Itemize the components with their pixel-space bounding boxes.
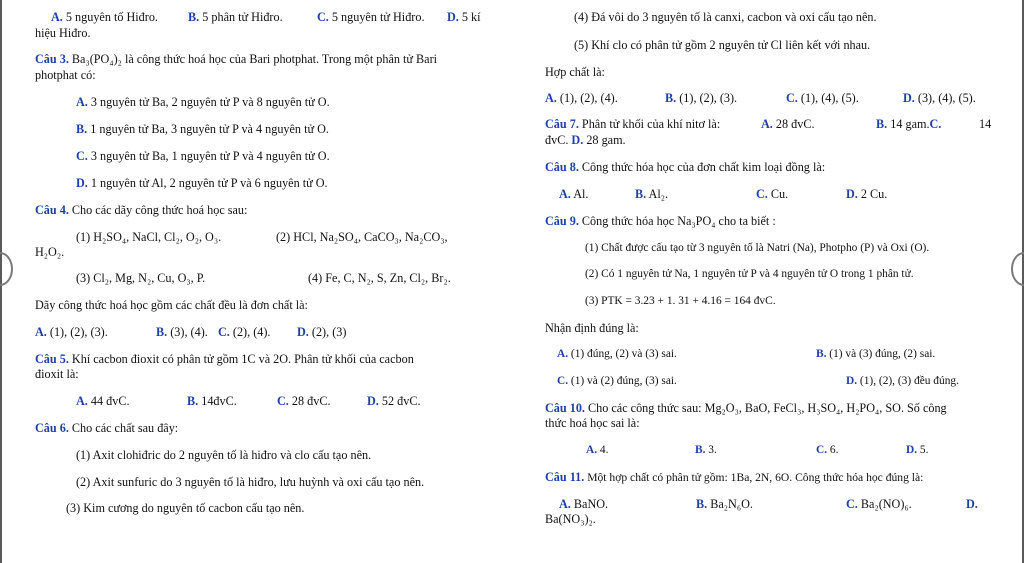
option-text: (1) đúng, (2) và (3) sai. (568, 348, 677, 360)
question-text: Công thức hóa học của đơn chất kim loại đồng là: (578, 160, 826, 174)
q4-item-1: (1) H₂SO₄, NaCl, Cl₂, O₂, O₃. (76, 230, 222, 244)
option-text: (2), (3) (308, 325, 347, 339)
q3-option-c (76, 149, 330, 164)
option-key: B. (876, 117, 888, 131)
option-key: B. (635, 187, 647, 201)
q9-ask: Nhận định đúng là: (545, 321, 639, 335)
question-label: Câu 9. (545, 214, 579, 228)
question-label: Câu 7. (545, 117, 579, 131)
option-key: A. (76, 95, 88, 109)
q4-item-4: (4) Fe, C, N₂, S, Zn, Cl₂, Br₂. (308, 271, 451, 285)
option-text: 5. (917, 444, 929, 456)
q9-option-c (557, 374, 677, 389)
option-key: D. (903, 91, 915, 105)
option-key: D. (966, 497, 978, 511)
option-text: 5 kí (458, 10, 481, 24)
option-text: 6. (827, 444, 839, 456)
option-text: 1 nguyên tử Ba, 3 nguyên tử P và 4 nguyên tử O. (87, 122, 329, 136)
option-key: C. (76, 149, 88, 163)
q6-ask: Hợp chất là: (545, 65, 605, 79)
q4-item-2: (2) HCl, Na₂SO₄, CaCO₃, Na₂CO₃, (276, 230, 448, 244)
option-text: BaNO. (570, 497, 609, 511)
option-key: C. (816, 444, 828, 456)
option-text: (2), (4). (229, 325, 271, 339)
question-text: Công thức hóa học Na₃PO₄ cho ta biết : (578, 214, 776, 228)
question-9 (545, 214, 776, 229)
option-key: D. (367, 394, 379, 408)
question-10 (545, 401, 947, 416)
option-text: Cu. (767, 187, 789, 201)
option-key: A. (559, 187, 571, 201)
question-label: Câu 6. (35, 421, 69, 435)
option-text: 5 nguyên tử Hiđro. (328, 10, 425, 24)
option-text: (3), (4). (167, 325, 208, 339)
q7-option-c-value: 14 (979, 117, 992, 131)
question-4 (35, 203, 247, 218)
option-text: đvC. (545, 133, 572, 147)
option-key: D. (76, 176, 88, 190)
option-key: D. (297, 325, 309, 339)
q11-continuation: Ba(NO₃)₂. (545, 512, 596, 526)
option-key: C. (786, 91, 798, 105)
question-label: Câu 4. (35, 203, 69, 217)
q4-ask: Dãy công thức hoá học gồm các chất đều là đơn chất là: (35, 298, 308, 312)
q2-continuation: hiệu Hiđro. (35, 26, 91, 40)
question-6 (35, 421, 178, 436)
q4-item-3: (3) Cl₂, Mg, N₂, Cu, O₃, P. (76, 271, 206, 285)
question-label: Câu 10. (545, 401, 585, 415)
option-text: 14 gam. (887, 117, 930, 131)
option-text: 3. (705, 444, 717, 456)
option-key: A. (76, 394, 88, 408)
option-key: C. (846, 497, 858, 511)
q6-item-5: (5) Khí clo có phân tử gồm 2 nguyên tử Cl liên kết với nhau. (574, 38, 871, 52)
q9-option-a (557, 347, 677, 362)
option-text: (1) và (3) đúng, (2) sai. (826, 348, 936, 360)
question-3 (35, 52, 437, 67)
option-text: 2 Cu. (857, 187, 888, 201)
option-key: D. (846, 187, 858, 201)
binder-ring-left (0, 252, 13, 286)
option-text: Ba₂(NO)₆. (857, 497, 912, 511)
question-5 (35, 352, 414, 367)
question-3-continuation: photphat có: (35, 68, 96, 82)
option-key: A. (557, 348, 569, 360)
option-key: C. (557, 375, 569, 387)
q9-item-1: (1) Chất được cấu tạo từ 3 nguyên tố là Natri (Na), Photpho (P) và Oxi (O). (585, 242, 930, 254)
option-text: (1), (2), (3). (46, 325, 108, 339)
option-key: C. (218, 325, 230, 339)
binder-ring-right (1011, 252, 1024, 286)
option-key: C. (277, 394, 289, 408)
q6-item-2: (2) Axit sunfuric do 3 nguyên tố là hiđro, lưu huỳnh và oxi cấu tạo nên. (76, 475, 425, 489)
option-key: D. (846, 375, 858, 387)
q9-option-d (846, 374, 959, 389)
q4-item-2-continuation: H₂O₂. (35, 245, 65, 259)
option-text: 1 nguyên tử Al, 2 nguyên tử P và 6 nguyên tử O. (87, 176, 328, 190)
option-key: A. (545, 91, 557, 105)
option-key: A. (559, 497, 571, 511)
option-text: 52 đvC. (378, 394, 421, 408)
option-text: 5 nguyên tố Hiđro. (62, 10, 158, 24)
question-label: Câu 3. (35, 52, 69, 66)
option-text: Ba₂N₆O. (707, 497, 753, 511)
q9-item-3: (3) PTK = 3.23 + 1. 31 + 4.16 = 164 đvC. (585, 295, 776, 307)
option-text: (3), (4), (5). (914, 91, 976, 105)
option-text: (1) và (2) đúng, (3) sai. (568, 375, 677, 387)
question-8 (545, 160, 825, 175)
option-key: A. (51, 10, 63, 24)
option-key: B. (695, 444, 706, 456)
q9-item-2: (2) Có 1 nguyên tử Na, 1 nguyên tử P và 4 nguyên tử O trong 1 phân tử. (585, 268, 914, 280)
option-key-c: C. (929, 117, 942, 131)
option-key: B. (187, 394, 199, 408)
question-7 (545, 117, 720, 132)
option-text: 28 đvC. (772, 117, 815, 131)
question-5-continuation: đioxit là: (35, 367, 79, 381)
option-key: C. (317, 10, 329, 24)
option-key: B. (76, 122, 88, 136)
option-key: A. (35, 325, 47, 339)
q7-option-b (876, 117, 941, 132)
option-text: 5 phân tử Hiđro. (199, 10, 283, 24)
option-key: B. (188, 10, 200, 24)
option-key: D. (906, 444, 918, 456)
question-text: Một hợp chất có phân tử gồm: 1Ba, 2N, 6O. Công thức hóa học đúng là: (584, 471, 924, 484)
option-text: 3 nguyên tử Ba, 1 nguyên tử P và 4 nguyên tử O. (87, 149, 330, 163)
question-10-continuation: thức hoá học sai là: (545, 416, 640, 430)
option-text: 28 gam. (583, 133, 626, 147)
option-key: B. (816, 348, 827, 360)
question-text: Ba₃(PO₄)₂ là công thức hoá học của Bari photphat. Trong một phân tử Bari (68, 52, 438, 66)
q6-item-4: (4) Đá vôi do 3 nguyên tố là canxi, cacbon và oxi cấu tạo nên. (574, 10, 877, 24)
option-key: A. (761, 117, 773, 131)
q9-option-b (816, 347, 935, 362)
option-text: Al. (570, 187, 589, 201)
option-text: (1), (2), (4). (556, 91, 618, 105)
option-text: (1), (2), (3) đều đúng. (857, 375, 959, 387)
option-text: 4. (597, 444, 609, 456)
option-key: D. (571, 133, 584, 147)
question-label: Câu 11. (545, 470, 585, 484)
option-key: B. (156, 325, 168, 339)
q7-continuation (545, 133, 626, 148)
question-label: Câu 8. (545, 160, 579, 174)
q3-option-a (76, 95, 330, 110)
q3-option-d (76, 176, 328, 191)
question-text: Cho các chất sau đây: (68, 421, 179, 435)
option-key: C. (756, 187, 768, 201)
option-text: Al₂. (646, 187, 669, 201)
option-key: B. (665, 91, 677, 105)
question-text: Khí cacbon đioxit có phân tử gồm 1C và 2O. Phân tử khối của cacbon (68, 352, 414, 366)
question-label: Câu 5. (35, 352, 69, 366)
question-text: Cho các dãy công thức hoá học sau: (68, 203, 248, 217)
q6-item-3: (3) Kim cương do nguyên tố cacbon cấu tạo nên. (66, 501, 305, 515)
option-text: 3 nguyên tử Ba, 2 nguyên tử P và 8 nguyên tử O. (87, 95, 330, 109)
option-key: D. (447, 10, 459, 24)
q3-option-b (76, 122, 329, 137)
q6-item-1: (1) Axit clohiđric do 2 nguyên tố là hiđro và clo cấu tạo nên. (76, 448, 372, 462)
q7-option-a (761, 117, 815, 132)
option-text: 44 đvC. (87, 394, 130, 408)
question-11 (545, 470, 923, 485)
option-key: B. (696, 497, 708, 511)
option-text: (1), (2), (3). (676, 91, 738, 105)
question-text: Cho các công thức sau: Mg₂O₃, BaO, FeCl₃, H₃SO₄, H₂PO₄, SO. Số công (584, 401, 947, 415)
option-text: (1), (4), (5). (797, 91, 859, 105)
option-text: 14đvC. (198, 394, 237, 408)
option-key: A. (586, 444, 598, 456)
option-text: 28 đvC. (288, 394, 331, 408)
question-text: Phân tử khối của khí nitơ là: (578, 117, 721, 131)
